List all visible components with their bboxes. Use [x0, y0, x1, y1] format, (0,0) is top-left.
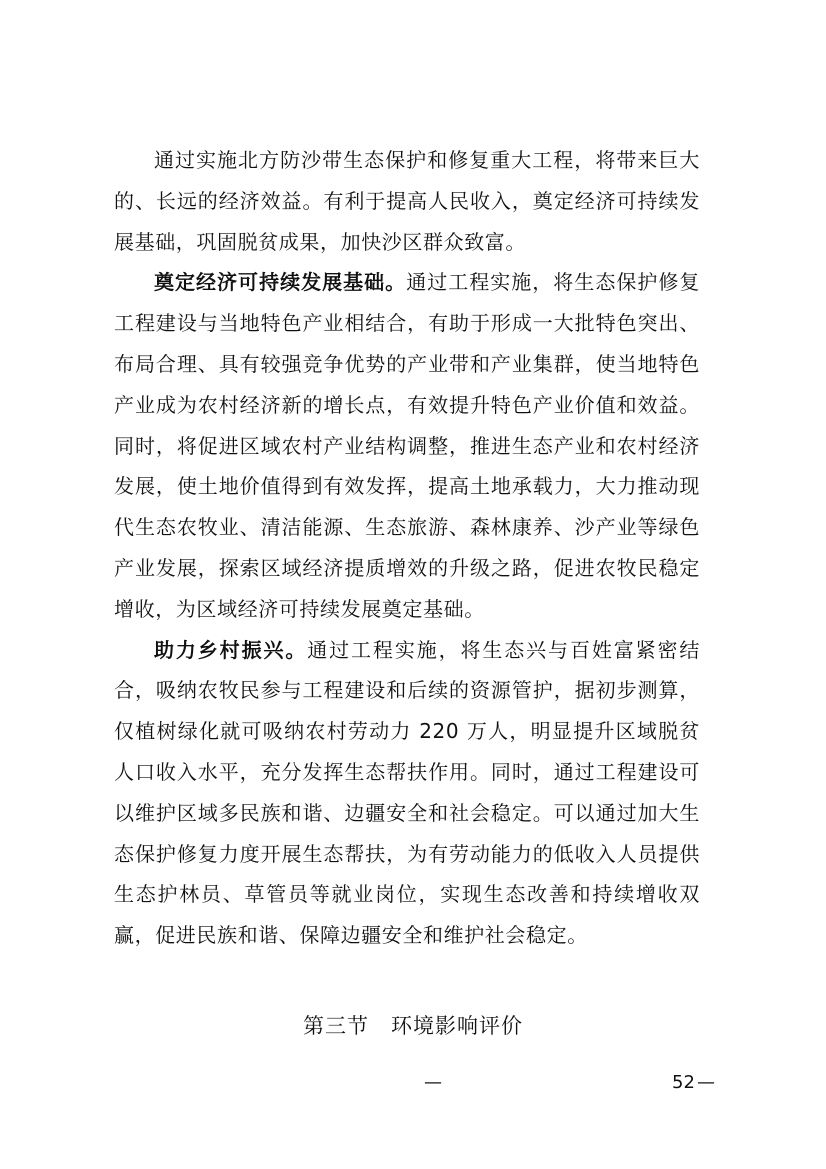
section-heading: 第三节 环境影响评价 — [303, 1014, 523, 1038]
paragraph-lead: 助力乡村振兴。 — [154, 637, 308, 662]
body-text — [114, 140, 700, 956]
paragraph-rural-revitalization — [114, 630, 700, 956]
paragraph-text: 通过工程实施，将生态兴与百姓富紧密结合，吸纳农牧民参与工程建设和后续的资源管护，据初步测算，仅植树绿化就可吸纳农村劳动力 220 万人，明显提升区域脱贫人口收入水平，充分发挥生态帮扶作用。同时，通过工程建设可以维护区域多民族和谐、边疆安全和社会稳定。可以通过加大生态保护修复力度开展生态帮扶，为有劳动能力的低收入人员提供生态护林员、草管员等就业岗位，实现生态改善和持续增收双赢，促进民族和谐、保障边疆安全和维护社会稳定。 — [114, 637, 700, 948]
paragraph-economic-benefits — [114, 140, 700, 262]
paragraph-text: 通过工程实施，将生态保护修复工程建设与当地特色产业相结合，有助于形成一大批特色突出、布局合理、具有较强竞争优势的产业带和产业集群，使当地特色产业成为农村经济新的增长点，有效提升特色产业价值和效益。同时，将促进区域农村产业结构调整，推进生态产业和农村经济发展，使土地价值得到有效发挥，提高土地承载力，大力推动现代生态农牧业、清洁能源、生态旅游、森林康养、沙产业等绿色产业发展，探索区域经济提质增效的升级之路，促进农牧民稳定增收，为区域经济可持续发展奠定基础。 — [114, 270, 700, 621]
footer-dash-left: — — [424, 1072, 442, 1093]
footer-dash-right: — — [697, 1072, 715, 1093]
paragraph-lead: 奠定经济可持续发展基础。 — [154, 270, 407, 295]
paragraph-sustainable-foundation — [114, 262, 700, 629]
paragraph-text: 通过实施北方防沙带生态保护和修复重大工程，将带来巨大的、长远的经济效益。有利于提高人民收入，奠定经济可持续发展基础，巩固脱贫成果，加快沙区群众致富。 — [114, 148, 700, 254]
page-number: 52 — [672, 1072, 695, 1093]
